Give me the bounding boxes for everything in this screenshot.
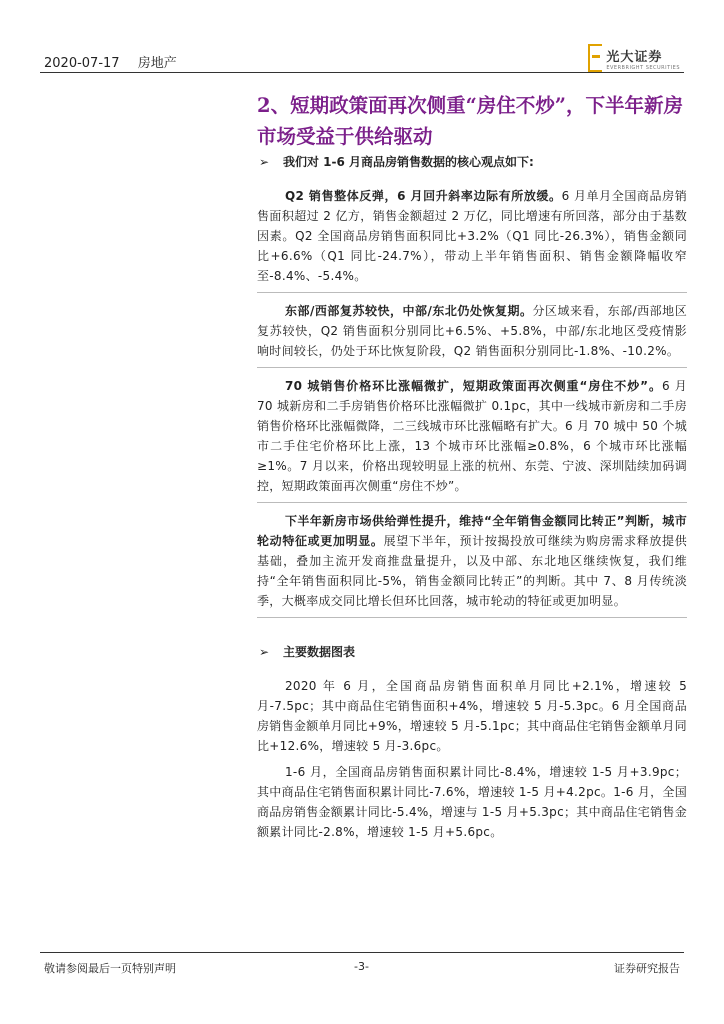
report-category: 房地产 [137, 56, 177, 71]
report-date: 2020-07-17 [44, 56, 120, 71]
company-logo [588, 44, 680, 72]
summary-box-3 [257, 368, 687, 503]
bullet-heading-core-views: ➢ 我们对 1-6 月商品房销售数据的核心观点如下: [257, 152, 687, 172]
box-1-text: 6 月单月全国商品房销售面积超过 2 亿方，销售金额超过 2 万亿，同比增速有所回落，部分由于基数因素。Q2 全国商品房销售面积同比+3.2%（Q1 同比-26.3%），销售金额同比+6.6%（Q1 同比-24.7%），带动上半年销售面积、销售金额降幅收窄至-8.4%、-5.4%。 [257, 189, 687, 283]
box-2-bold: 东部/西部复苏较快，中部/东北仍处恢复期。 [285, 304, 533, 318]
page-number: -3- [354, 960, 369, 973]
bullet-heading-data-charts: ➢ 主要数据图表 [257, 642, 687, 662]
section-title: 2、短期政策面再次侧重“房住不炒”，下半年新房市场受益于供给驱动 [257, 94, 684, 148]
box-4-text: 展望下半年，预计按揭投放可继续为购房需求释放提供基础，叠加主流开发商推盘量提升，以及中部、东北地区继续恢复，我们维持“全年销售面积同比-5%，销售金额同比转正”的判断。其中 7、8 月传统淡季，大概率成交同比增长但环比回落，城市轮动的特征或更加明显。 [257, 534, 687, 608]
box-2-text: 分区域来看，东部/西部地区复苏较快，Q2 销售面积分别同比+6.5%、+5.8%，中部/东北地区受疫情影响时间较长，仍处于环比恢复阶段，Q2 销售面积分别同比-1.8%、-10.2%。 [257, 304, 687, 358]
summary-box-4 [257, 503, 687, 618]
summary-box-2 [257, 293, 687, 368]
box-1-bold: Q2 销售整体反弹，6 月回升斜率边际有所放缓。 [285, 189, 562, 203]
footer-disclaimer: 敬请参阅最后一页特别声明 [44, 962, 176, 975]
header-divider [40, 72, 684, 73]
footer-report-type: 证券研究报告 [614, 962, 680, 975]
logo-cn: 光大证券 [606, 49, 663, 65]
logo-mark-icon [588, 44, 602, 72]
page-header [44, 52, 191, 71]
box-3-text: 6 月 70 城新房和二手房销售价格环比涨幅微扩 0.1pc，其中一线城市新房和二手房销售价格环比涨幅微降，二三线城市环比涨幅略有扩大。6 月 70 城中 50 个城市二手住宅价格环比上涨，13 个城市环比涨幅≥0.8%，6 个城市环比涨幅≥1%。7 月以来，价格出现较明显上涨的杭州、东莞、宁波、深圳陆续加码调控，短期政策面再次侧重“房住不炒”。 [257, 379, 687, 493]
logo-en: EVERBRIGHT SECURITIES [606, 64, 680, 71]
summary-box-1 [257, 178, 687, 293]
data-paragraph-2: 1-6 月，全国商品房销售面积累计同比-8.4%，增速较 1-5 月+3.9pc；其中商品住宅销售面积累计同比-7.6%，增速较 1-5 月+4.2pc。1-6 月，全国商品房销售金额累计同比-5.4%，增速与 1-5 月+5.3pc；其中商品住宅销售金额累计同比-2.8%，增速较 1-5 月+5.6pc。 [257, 765, 688, 839]
box-4-bold: 下半年新房市场供给弹性提升，维持“全年销售金额同比转正”判断，城市轮动特征或更加明显。 [257, 514, 687, 548]
data-paragraph-1: 2020 年 6 月，全国商品房销售面积单月同比+2.1%，增速较 5 月-7.5pc；其中商品住宅销售面积+4%，增速较 5 月-5.3pc。6 月全国商品房销售金额单月同比+9%，增速较 5 月-5.1pc；其中商品住宅销售金额单月同比+12.6%，增速较 5 月-3.6pc。 [257, 679, 687, 753]
main-content [257, 152, 687, 848]
box-3-bold: 70 城销售价格环比涨幅微扩，短期政策面再次侧重“房住不炒”。 [285, 379, 662, 393]
footer-divider [40, 952, 684, 953]
